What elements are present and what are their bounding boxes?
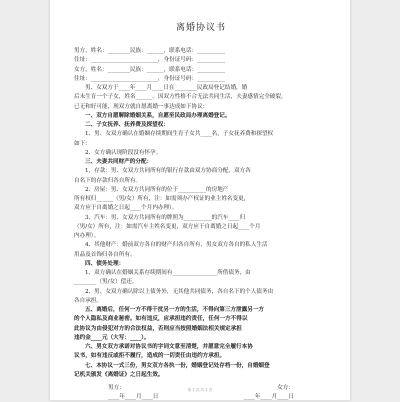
- document-line: 违约金____元（大写：____）。: [74, 334, 150, 341]
- document-line: （男/女）所有，注：如需汽车主姓名变更，双方应于自离婚之日起____个月: [74, 223, 261, 230]
- document-line: 1，存款：男、女双方共同所有的银行存款由双方协商分配，双方各: [85, 168, 251, 175]
- document-page: [50, 0, 350, 400]
- document-line: 用品及首饰归各自所有。: [74, 251, 136, 258]
- document-line: 二、子女抚养、抚养费及探望权：: [85, 122, 169, 128]
- document-line: 4、其他财产：婚前双方各自的财产归各自所有，男女双方各自的私人生活: [85, 242, 268, 249]
- document-line: 男方，姓名：________民族：______，联系电话：__________: [74, 48, 226, 54]
- document-line: 女方，姓名：________民族：______，联系电话：__________: [74, 66, 226, 73]
- male-signature-label: 男方：: [108, 385, 125, 391]
- document-line: 记机关颁发《离婚证》之日起生效。: [74, 371, 164, 378]
- document-line: 男、女双方于____年____月____日在________民政局登记结婚，婚: [85, 85, 248, 91]
- document-line: 2、房屋：男、女双方共同所有的位于__________的房地产: [85, 186, 229, 193]
- document-line: 2、男、女双方确认除以上债务外，无其他共同债务，各自名下的个人债务由: [85, 288, 274, 295]
- document-line: 此协议为由侵犯对方的合法权益，否则应当按照婚姻法相关规定承担: [74, 325, 242, 332]
- document-line: 2、女方确认现阶段没有怀孕。: [85, 149, 162, 156]
- document-line: 五、离婚后，任何一方不得干扰另一方的生活，不得向第三方泄露另一方: [85, 307, 265, 313]
- document-line: 七、本协议一式三份，男女双方各执一份，婚姻登记处存档一份，自婚姻登: [85, 362, 270, 369]
- document-title: 离婚协议书: [175, 23, 226, 33]
- document-line: 内办理）。: [74, 233, 100, 239]
- document-line: 议书，如有违反或拒不履行，造成的一切责任由违约方承担。: [74, 353, 226, 360]
- female-signature-date: ____年____月____日: [243, 394, 294, 400]
- document-line: 四、债务处理：: [85, 260, 125, 267]
- document-line: 如下：: [74, 140, 91, 147]
- document-line: 三、夫妻共同财产的分配：: [85, 159, 153, 165]
- document-line: 各自承担。: [74, 297, 102, 304]
- document-line: 住址：________________________，身份证号码：__________: [74, 75, 226, 82]
- document-line: 的个人隐私及商业秘密。如有违反，应承担违约责任，任何一方不得以: [74, 316, 248, 323]
- document-line: 双方应于自离婚之日起____个月内办理）。: [74, 205, 178, 212]
- female-signature-label: 女方：: [277, 385, 294, 391]
- document-line: 一、双方自愿解除婚姻关系，自愿至民政局办理离婚登记。: [85, 112, 231, 119]
- document-line: 所有权归______（男/女）所有，注：如需须办产权证的业主姓名变更，: [74, 196, 250, 202]
- document-line: 已无和好可能，现双方就自愿离婚一事达成如下协议：: [74, 103, 209, 110]
- signature-date-row: [74, 393, 328, 402]
- male-signature-date: ____年____月____日: [108, 394, 159, 400]
- document-line: 住址：________________________，身份证号码：__________: [74, 57, 226, 64]
- document-line: ________（男/女）偿还。: [74, 279, 138, 286]
- document-line: 后未生育一个子女，姓名______。因双方性格不合无法共同生活，夫妻感情完全破裂，: [74, 94, 287, 101]
- page-footer: 第 1 页 共 1 页: [187, 388, 213, 392]
- document-line: 3、汽车：男、女双方共同所有的牌照为__________的汽车____归: [85, 214, 246, 221]
- document-line: 1、双方确认在婚姻关系存续期间有________________所借债务，由: [85, 270, 251, 276]
- document-line: 1、男、女双方确认在婚姻存续期间生育子女共____名，子女抚养费和探望权: [85, 131, 274, 138]
- document-body: [74, 47, 328, 380]
- document-line: 六、男女双方承诺对协议书的字词文意至清楚，并愿意完全履行本协: [85, 344, 253, 350]
- document-line: 自名下的存款归各自所有。: [74, 177, 142, 184]
